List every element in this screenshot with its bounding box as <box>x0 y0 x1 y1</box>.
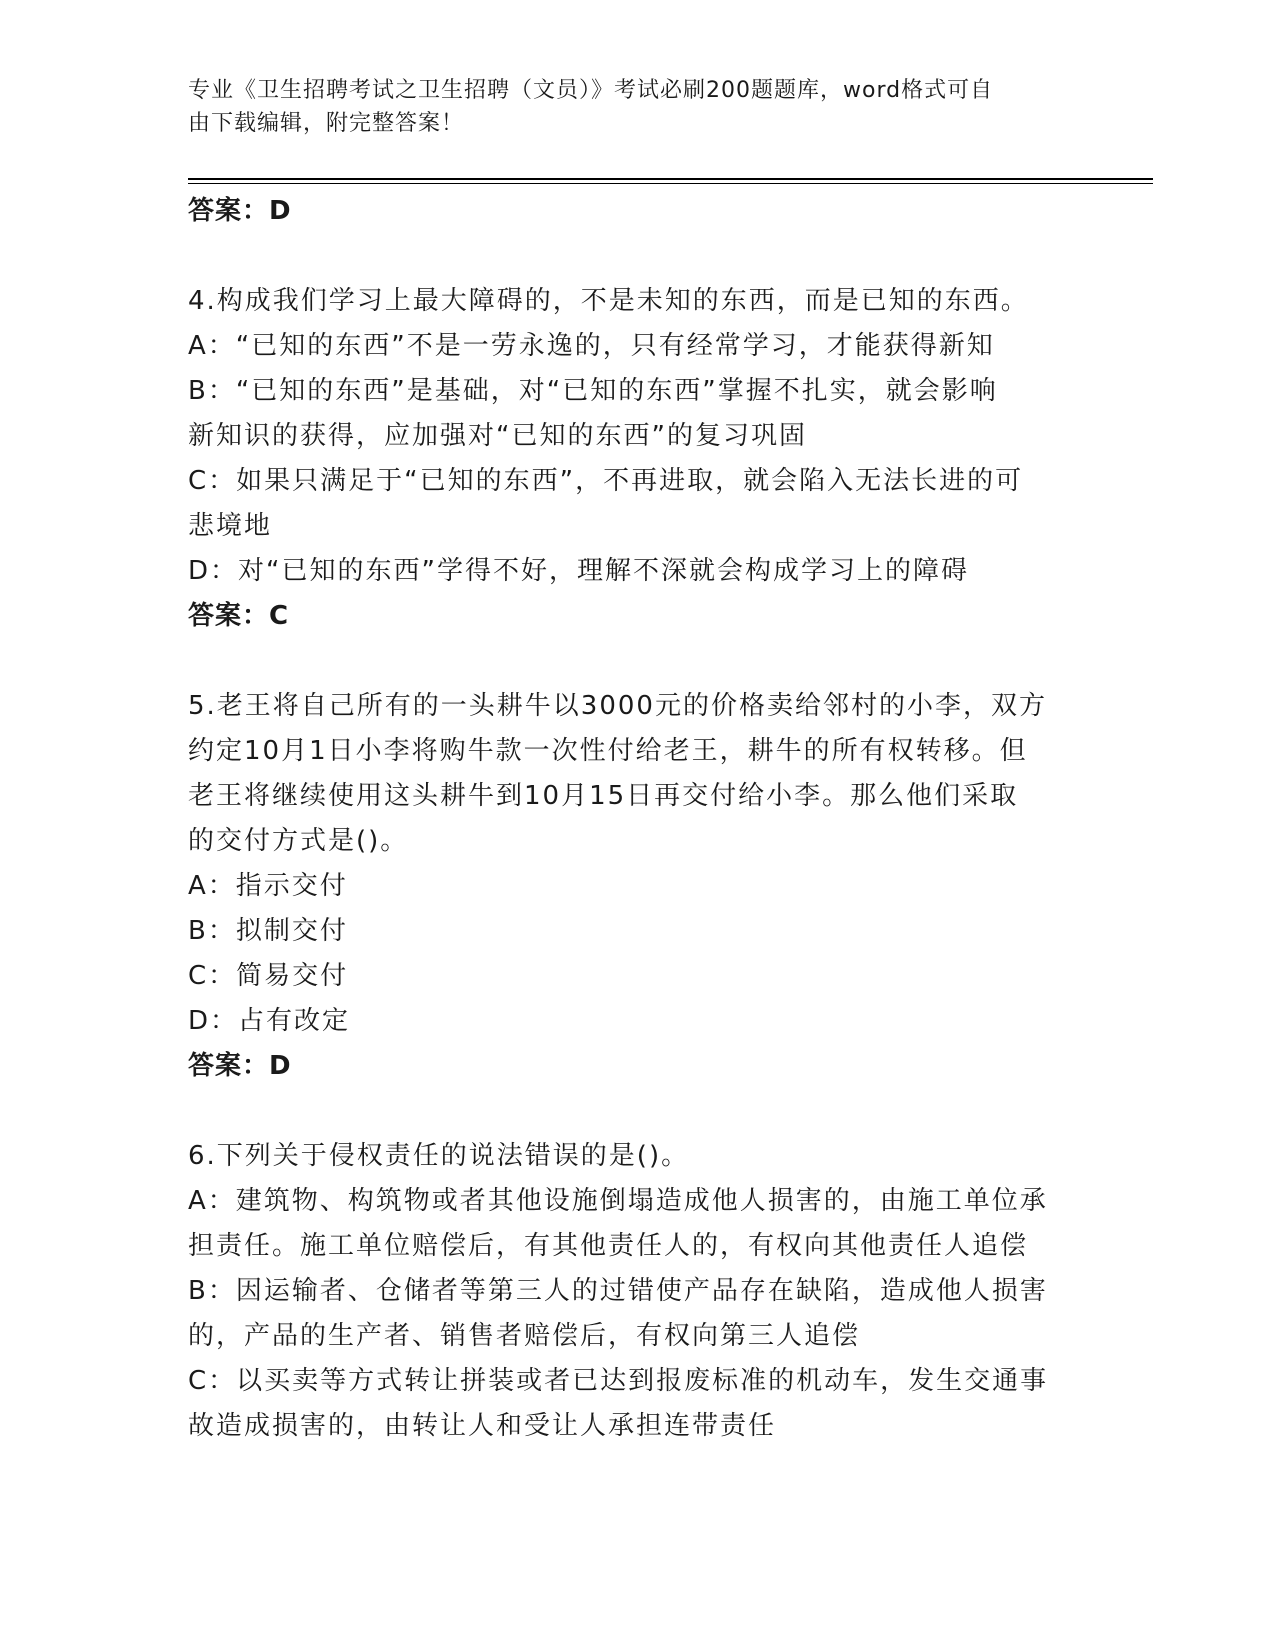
q5-answer: 答案：D <box>188 1051 292 1081</box>
header-line-1: 专业《卫生招聘考试之卫生招聘（文员）》考试必刷200题题库，word格式可自 <box>188 78 994 103</box>
q5-stem-line4: 的交付方式是()。 <box>188 826 409 856</box>
q6-option-c-line2: 故造成损害的，由转让人和受让人承担连带责任 <box>188 1411 777 1441</box>
q5-option-a: A：指示交付 <box>188 871 348 901</box>
q4-stem: 4.构成我们学习上最大障碍的，不是未知的东西，而是已知的东西。 <box>188 286 1029 316</box>
q5-stem-line1: 5.老王将自己所有的一头耕牛以3000元的价格卖给邻村的小李，双方 <box>188 691 1047 721</box>
q4-option-a: A：“已知的东西”不是一劳永逸的，只有经常学习，才能获得新知 <box>188 331 995 361</box>
q4-option-c-line1: C：如果只满足于“已知的东西”，不再进取，就会陷入无法长进的可 <box>188 466 1024 496</box>
q5-option-c: C：简易交付 <box>188 961 349 991</box>
page-header <box>188 74 1068 140</box>
q5-stem-line2: 约定10月1日小李将购牛款一次性付给老王，耕牛的所有权转移。但 <box>188 736 1028 766</box>
question-4 <box>188 279 1088 639</box>
q5-option-b: B：拟制交付 <box>188 916 348 946</box>
q6-option-a-line2: 担责任。施工单位赔偿后，有其他责任人的，有权向其他责任人追偿 <box>188 1231 1029 1261</box>
question-5 <box>188 684 1088 1089</box>
q6-option-c-line1: C：以买卖等方式转让拼装或者已达到报废标准的机动车，发生交通事 <box>188 1366 1049 1396</box>
header-rule-thin <box>188 183 1153 184</box>
spacer <box>188 639 1088 684</box>
q4-answer: 答案：C <box>188 601 290 631</box>
q4-option-d: D：对“已知的东西”学得不好，理解不深就会构成学习上的障碍 <box>188 556 969 586</box>
q5-stem-line3: 老王将继续使用这头耕牛到10月15日再交付给小李。那么他们采取 <box>188 781 1019 811</box>
header-rule-thick <box>188 178 1153 180</box>
q4-option-b-line2: 新知识的获得，应加强对“已知的东西”的复习巩固 <box>188 421 807 451</box>
q6-option-a-line1: A：建筑物、构筑物或者其他设施倒塌造成他人损害的，由施工单位承 <box>188 1186 1048 1216</box>
header-line-2: 由下载编辑，附完整答案！ <box>188 111 465 136</box>
question-6 <box>188 1134 1088 1449</box>
spacer <box>188 1089 1088 1134</box>
q6-option-b-line1: B：因运输者、仓储者等第三人的过错使产品存在缺陷，造成他人损害 <box>188 1276 1048 1306</box>
q6-stem: 6.下列关于侵权责任的说法错误的是()。 <box>188 1141 690 1171</box>
spacer <box>188 234 1088 279</box>
q6-option-b-line2: 的，产品的生产者、销售者赔偿后，有权向第三人追偿 <box>188 1321 861 1351</box>
question-content <box>188 189 1088 1449</box>
q5-option-d: D：占有改定 <box>188 1006 351 1036</box>
q3-answer: 答案：D <box>188 196 292 226</box>
q4-option-c-line2: 悲境地 <box>188 511 273 541</box>
q4-option-b-line1: B：“已知的东西”是基础，对“已知的东西”掌握不扎实，就会影响 <box>188 376 998 406</box>
